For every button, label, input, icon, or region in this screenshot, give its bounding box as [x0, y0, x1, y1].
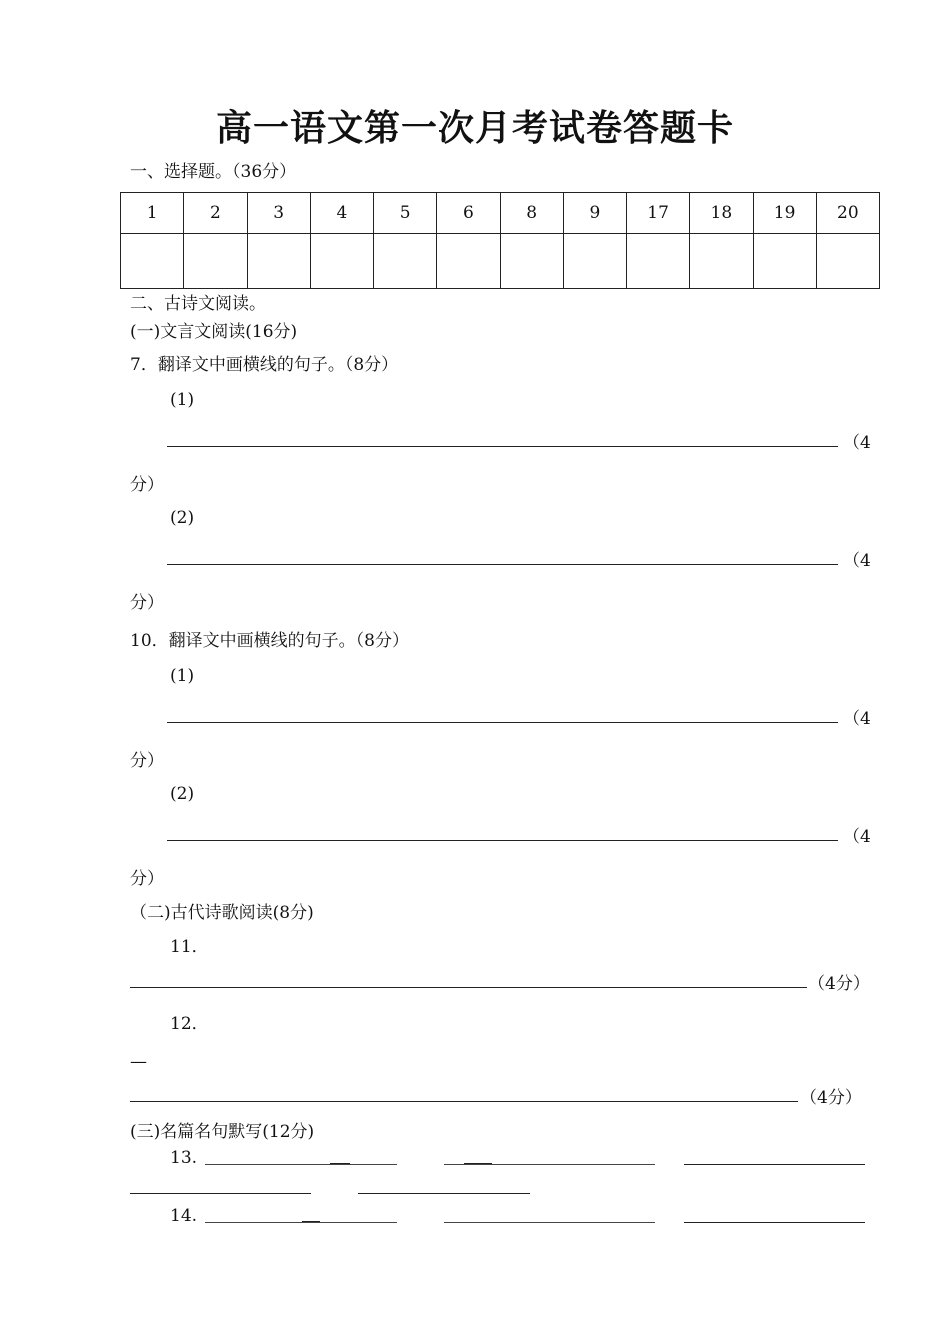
page-title: 高一语文第一次月考试卷答题卡 [215, 107, 734, 149]
q10-sub1-score-b: 分） [130, 751, 164, 771]
q10-sub2-score-b: 分） [130, 869, 164, 889]
q12-dash: — [130, 1052, 147, 1072]
q7-sub2-score-a: （4 [843, 551, 871, 571]
q12-score: （4分） [800, 1088, 862, 1108]
question-12: 12． [170, 1014, 209, 1034]
q10-sub2-answer-line[interactable] [167, 840, 838, 841]
part3-heading: (三)名篇名句默写(12分) [130, 1122, 315, 1142]
q13-blank-4[interactable] [130, 1193, 311, 1194]
choice-number-cell: 19 [753, 193, 816, 234]
q11-answer-line[interactable] [130, 987, 807, 988]
q10-sub2-score-a: （4 [843, 827, 871, 847]
q13-blank-5[interactable] [358, 1193, 530, 1194]
choice-answer-cell[interactable] [437, 234, 500, 289]
choice-answer-cell[interactable] [184, 234, 247, 289]
q13-blank-2-mark [464, 1163, 492, 1164]
q11-score: （4分） [808, 974, 870, 994]
choice-number-cell: 17 [627, 193, 690, 234]
q7-sub1-label: (1) [170, 390, 195, 410]
choice-answer-cell[interactable] [374, 234, 437, 289]
choice-number-cell: 5 [374, 193, 437, 234]
q10-sub1-score-a: （4 [843, 709, 871, 729]
choice-number-cell: 18 [690, 193, 753, 234]
q13-blank-3[interactable] [684, 1164, 865, 1165]
part2-heading: （二)古代诗歌阅读(8分) [130, 903, 314, 923]
question-13: 13. [170, 1148, 198, 1168]
section2-heading: 二、古诗文阅读。 [130, 294, 266, 314]
q14-blank-2[interactable] [444, 1222, 655, 1223]
choice-answer-cell[interactable] [247, 234, 310, 289]
choice-answer-cell[interactable] [816, 234, 879, 289]
question-7: 7．翻译文中画横线的句子。（8分） [130, 355, 399, 375]
choice-number-cell: 1 [121, 193, 184, 234]
choice-number-cell: 6 [437, 193, 500, 234]
q13-blank-2[interactable] [444, 1164, 655, 1165]
question-10: 10．翻译文中画横线的句子。（8分） [130, 631, 409, 651]
choice-number-cell: 8 [500, 193, 563, 234]
section1-heading: 一、选择题。（36分） [130, 162, 297, 182]
q7-sub2-answer-line[interactable] [167, 564, 838, 565]
choice-answer-cell[interactable] [627, 234, 690, 289]
q14-blank-1-mark [302, 1221, 320, 1222]
choice-answer-cell[interactable] [690, 234, 753, 289]
q14-blank-3[interactable] [684, 1222, 865, 1223]
choice-answer-cell[interactable] [500, 234, 563, 289]
q13-blank-1-mark [330, 1163, 350, 1164]
q12-answer-line[interactable] [130, 1101, 798, 1102]
choice-number-cell: 3 [247, 193, 310, 234]
choice-answer-table [120, 192, 880, 289]
choice-answer-cell[interactable] [121, 234, 184, 289]
choice-number-cell: 9 [563, 193, 626, 234]
choice-answer-cell[interactable] [563, 234, 626, 289]
q7-sub2-score-b: 分） [130, 593, 164, 613]
q7-sub1-score-b: 分） [130, 475, 164, 495]
q7-sub2-label: (2) [170, 508, 195, 528]
choice-number-cell: 2 [184, 193, 247, 234]
q10-sub1-label: (1) [170, 666, 195, 686]
question-11: 11． [170, 937, 209, 957]
q13-blank-1[interactable] [205, 1164, 397, 1165]
q7-sub1-answer-line[interactable] [167, 446, 838, 447]
q7-sub1-score-a: （4 [843, 433, 871, 453]
choice-number-cell: 20 [816, 193, 879, 234]
q14-blank-1[interactable] [205, 1222, 397, 1223]
q10-sub1-answer-line[interactable] [167, 722, 838, 723]
choice-answer-cell[interactable] [753, 234, 816, 289]
part1-heading: (一)文言文阅读(16分) [130, 322, 298, 342]
choice-number-cell: 4 [310, 193, 373, 234]
q10-sub2-label: (2) [170, 784, 195, 804]
question-14: 14. [170, 1206, 198, 1226]
choice-answer-cell[interactable] [310, 234, 373, 289]
